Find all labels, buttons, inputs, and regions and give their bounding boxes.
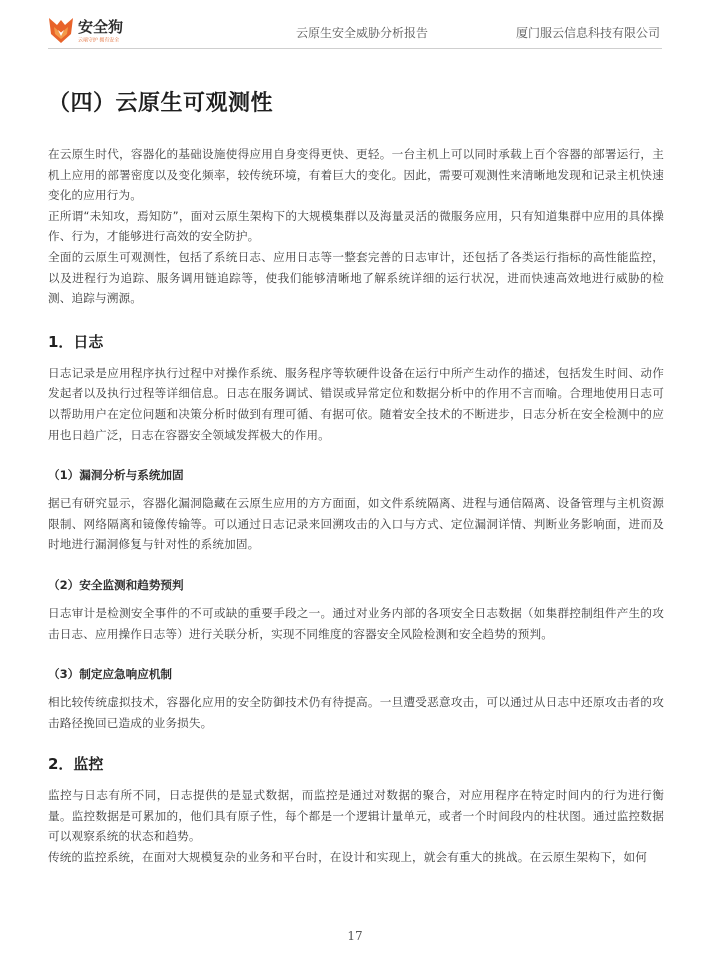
logs-item-heading: （1）漏洞分析与系统加固 (48, 468, 184, 483)
company-name: 厦门服云信息科技有限公司 (515, 26, 660, 40)
logs-item-heading: （3）制定应急响应机制 (48, 667, 173, 682)
company-logo (48, 16, 158, 46)
monitoring-paragraph: 传统的监控系统，在面对大规模复杂的业务和平台时，在设计和实现上，就会有重大的挑战。在云原生架构下，如何 (48, 850, 647, 865)
intro-paragraph: 在云原生时代，容器化的基础设施使得应用自身变得更快、更轻。一台主机上可以同时承载上百个容器的部署运行，主机上应用的部署密度以及变化频率，较传统环境，有着巨大的变化。因此，需要可观测性来清晰地发现和记录主机快速变化的应用行为。 (48, 147, 664, 203)
header-divider (48, 48, 662, 49)
page-header (0, 0, 710, 52)
logs-paragraph: 日志记录是应用程序执行过程中对操作系统、服务程序等软硬件设备在运行中所产生动作的描述，包括发生时间、动作发起者以及执行过程等详细信息。日志在服务调试、错误或异常定位和数据分析中的作用不言而喻。合理地使用日志可以帮助用户在定位问题和决策分析时做到有理可循、有据可依。随着安全技术的不断进步，日志分析在安全检测中的应用也日趋广泛，日志在容器安全领域发挥极大的作用。 (48, 365, 664, 442)
logs-item-paragraph: 据已有研究显示，容器化漏洞隐藏在云原生应用的方方面面，如文件系统隔离、进程与通信隔离、设备管理与主机资源限制、网络隔离和镜像传输等。可以通过日志记录来回溯攻击的入口与方式、定位漏洞详情、判断业务影响面，进而及时地进行漏洞修复与针对性的系统加固。 (48, 496, 664, 552)
logo-name: 安全狗 (78, 18, 124, 36)
monitoring-paragraph: 监控与日志有所不同，日志提供的是显式数据，而监控是通过对数据的聚合，对应用程序在特定时间内的行为进行衡量。监控数据是可累加的，他们具有原子性，每个都是一个逻辑计量单元，或者一个时间段内的柱状图。通过监控数据可以观察系统的状态和趋势。 (48, 788, 664, 844)
logs-heading: 1．日志 (48, 332, 104, 351)
dog-logo-icon (48, 16, 74, 44)
logo-slogan: 云端守护 拥有安全 (78, 37, 120, 44)
logs-item-heading: （2）安全监测和趋势预判 (48, 577, 184, 592)
logs-item-paragraph: 日志审计是检测安全事件的不可或缺的重要手段之一。通过对业务内部的各项安全日志数据（如集群控制组件产生的攻击日志、应用操作日志等）进行关联分析，实现不同维度的容器安全风险检测和安全趋势的预判。 (48, 605, 664, 641)
monitoring-heading: 2．监控 (48, 755, 104, 774)
intro-paragraph: 正所谓“未知攻，焉知防”，面对云原生架构下的大规模集群以及海量灵活的微服务应用，只有知道集群中应用的具体操作、行为，才能够进行高效的安全防护。 (48, 208, 664, 244)
intro-paragraph: 全面的云原生可观测性，包括了系统日志、应用日志等一整套完善的日志审计，还包括了各类运行指标的高性能监控，以及进程行为追踪、服务调用链追踪等，使我们能够清晰地了解系统详细的运行状况，进而快速高效地进行威胁的检测、追踪与溯源。 (48, 249, 664, 306)
section-title: （四）云原生可观测性 (48, 91, 274, 116)
page-content (48, 84, 664, 868)
page-number: 17 (347, 929, 363, 943)
logs-item-paragraph: 相比较传统虚拟技术，容器化应用的安全防御技术仍有待提高。一旦遭受恶意攻击，可以通过从日志中还原攻击者的攻击路径挽回已造成的业务损失。 (48, 695, 664, 730)
report-title: 云原生安全威胁分析报告 (296, 26, 429, 40)
